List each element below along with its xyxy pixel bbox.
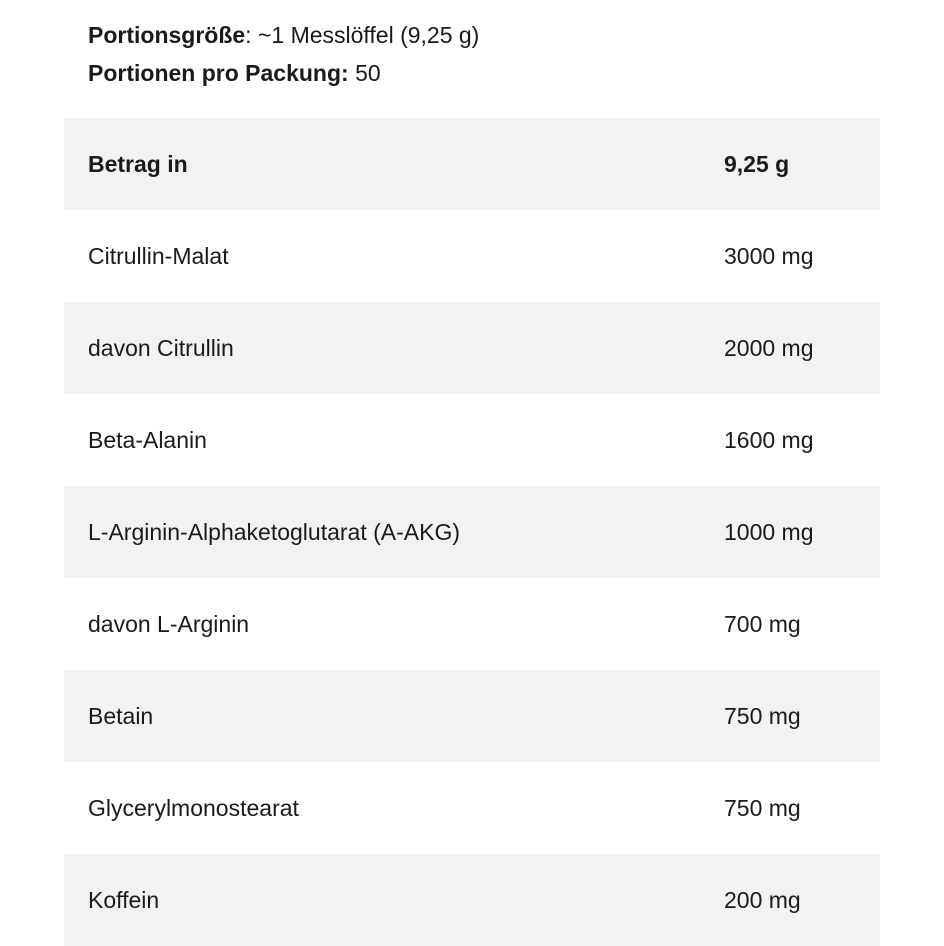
ingredient-amount: 200 mg xyxy=(724,854,880,946)
servings-per-pack-label: Portionen pro Packung: xyxy=(88,60,349,86)
table-row xyxy=(64,854,880,946)
ingredient-name: davon L-Arginin xyxy=(88,610,250,637)
servings-per-pack-line xyxy=(88,54,479,92)
ingredient-name: davon Citrullin xyxy=(64,302,724,394)
table-row xyxy=(64,762,880,854)
ingredient-name: Glycerylmonostearat xyxy=(88,794,299,821)
table-header-row xyxy=(64,118,880,210)
ingredient-amount: 1600 mg xyxy=(724,426,814,453)
ingredient-amount: 750 mg xyxy=(724,794,801,821)
ingredient-name: Betain xyxy=(64,670,724,762)
ingredient-name: L-Arginin-Alphaketoglutarat (A-AKG) xyxy=(64,486,724,578)
header-name-cell: Betrag in xyxy=(64,118,724,210)
ingredient-amount: 1000 mg xyxy=(724,486,880,578)
serving-size-separator: : xyxy=(245,22,252,48)
serving-info xyxy=(88,16,479,92)
serving-size-label: Portionsgröße xyxy=(88,22,246,48)
table-row xyxy=(64,486,880,578)
table-row xyxy=(64,670,880,762)
ingredient-amount: 700 mg xyxy=(724,610,801,637)
ingredient-name: Koffein xyxy=(64,854,724,946)
servings-per-pack-value: 50 xyxy=(355,60,381,86)
nutrition-table xyxy=(64,118,880,946)
table-row xyxy=(64,302,880,394)
ingredient-amount: 3000 mg xyxy=(724,242,814,269)
ingredient-amount: 2000 mg xyxy=(724,302,880,394)
table-row xyxy=(64,210,880,302)
header-amount-cell: 9,25 g xyxy=(724,118,880,210)
table-row xyxy=(64,394,880,486)
serving-size-line xyxy=(88,16,479,54)
ingredient-name: Citrullin-Malat xyxy=(88,242,229,269)
serving-size-value: ~1 Messlöffel (9,25 g) xyxy=(257,22,480,48)
ingredient-amount: 750 mg xyxy=(724,670,880,762)
ingredient-name: Beta-Alanin xyxy=(88,426,207,453)
table-row xyxy=(64,578,880,670)
